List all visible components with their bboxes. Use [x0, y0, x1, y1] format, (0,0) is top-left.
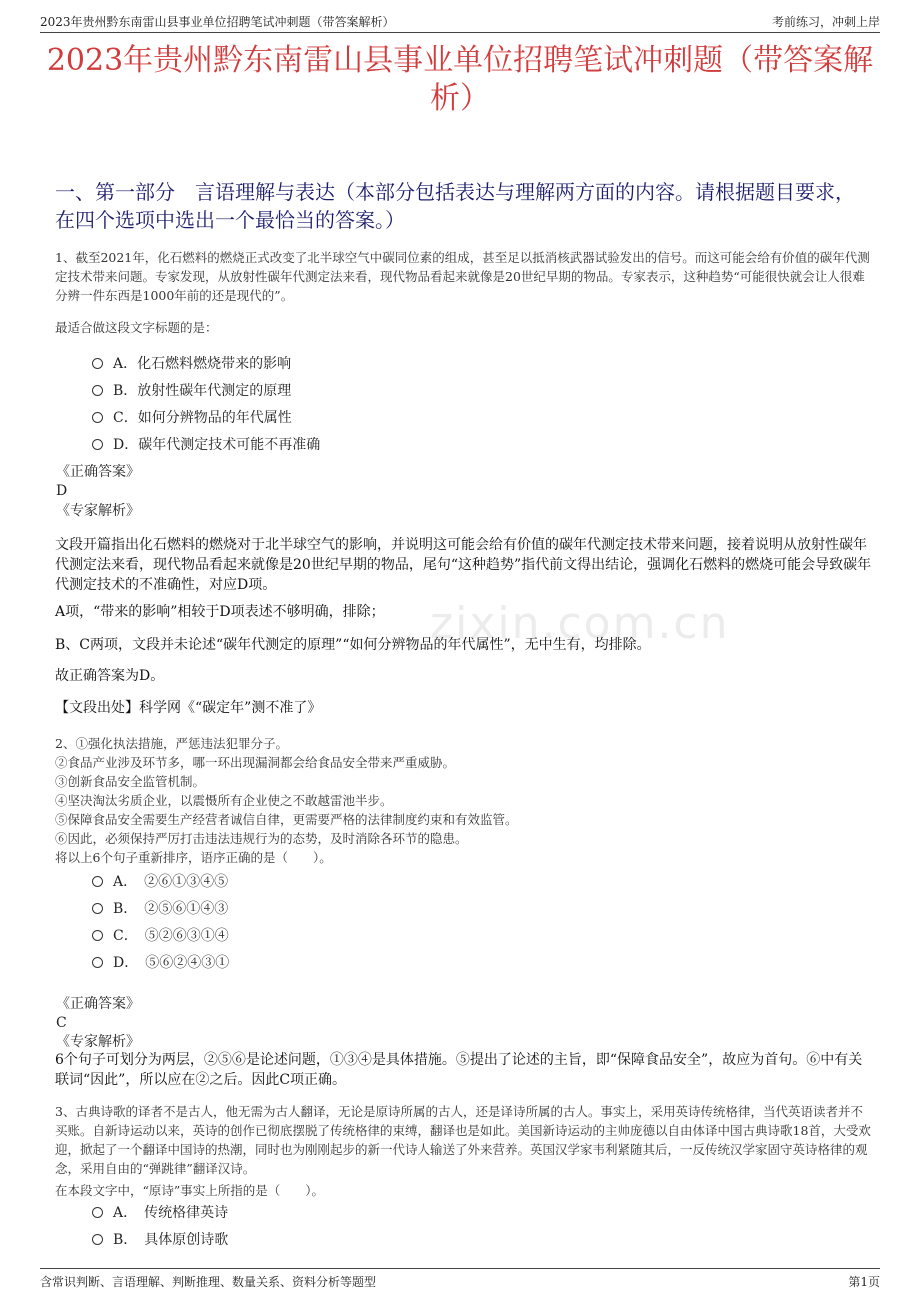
page-header: [40, 10, 880, 33]
q1-option-d[interactable]: [92, 435, 320, 455]
q2-stem-line: ③创新食品安全监管机制。: [55, 774, 206, 789]
q2-answer: C: [56, 1015, 67, 1031]
q2-stem-line: ⑤保障食品安全需要生产经营者诚信自律，更需要严格的法律制度约束和有效监管。: [55, 812, 518, 827]
q2-option-d[interactable]: [92, 953, 229, 973]
q2-ask: 将以上6个句子重新排序，语序正确的是（ ）。: [55, 850, 332, 865]
q1-source: 【文段出处】科学网《“碳定年”测不准了》: [55, 700, 322, 716]
page-number: 第1页: [848, 1275, 880, 1289]
option-label: C． ⑤②⑥③①④: [113, 928, 229, 944]
radio-icon[interactable]: [92, 439, 103, 450]
q1-answer-label: 《正确答案》: [56, 464, 140, 480]
option-label: B． ②⑤⑥①④③: [113, 901, 229, 917]
q1-analysis-label: 《专家解析》: [56, 503, 140, 519]
section-heading: 一、第一部分 言语理解与表达（本部分包括表达与理解两方面的内容。请根据题目要求，在四个选项中选出一个最恰当的答案。）: [55, 180, 855, 232]
radio-icon[interactable]: [92, 358, 103, 369]
page-title: 2023年贵州黔东南雷山县事业单位招聘笔试冲刺题（带答案解析）: [46, 43, 874, 116]
q1-analysis-para: A项，“带来的影响”相较于D项表述不够明确，排除；: [55, 604, 385, 620]
option-label: A． ②⑥①③④⑤: [113, 874, 229, 890]
q1-stem: 1、截至2021年，化石燃料的燃烧正式改变了北半球空气中碳同位素的组成，甚至足以抵消核武器试验发出的信号。而这可能会给有价值的碳年代测定技术带来问题。专家发现，从放射性碳年代测定法来看，现代物品看起来就像是20世纪早期的物品。专家表示，这种趋势“可能很快就会让人很难分辨一件东西是1000年前的还是现代的”。: [55, 250, 870, 303]
option-label: B． 具体原创诗歌: [113, 1232, 229, 1248]
page-footer: [40, 1268, 880, 1291]
q3-option-b[interactable]: [92, 1230, 228, 1250]
q2-stem-line: ②食品产业涉及环节多，哪一环出现漏洞都会给食品安全带来严重威胁。: [55, 755, 456, 770]
q1-answer: D: [56, 483, 68, 499]
radio-icon[interactable]: [92, 903, 103, 914]
radio-icon[interactable]: [92, 1207, 103, 1218]
q2-analysis: 6个句子可划分为两层，②⑤⑥是论述问题，①③④是具体措施。⑤提出了论述的主旨，即“保障食品安全”，故应为首句。⑥中有关联词“因此”，所以应在②之后。因此C项正确。: [55, 1052, 863, 1088]
q2-stem-line: ⑥因此，必须保持严厉打击违法违规行为的态势，及时消除各环节的隐患。: [55, 831, 468, 846]
q3-ask: 在本段文字中，“原诗”事实上所指的是（ ）。: [55, 1183, 325, 1198]
option-label: D．碳年代测定技术可能不再准确: [113, 437, 321, 453]
q2-option-c[interactable]: [92, 926, 229, 946]
option-label: D． ⑤⑥②④③①: [113, 955, 230, 971]
q1-option-b[interactable]: [92, 381, 291, 401]
radio-icon[interactable]: [92, 1234, 103, 1245]
q2-analysis-label: 《专家解析》: [56, 1034, 140, 1050]
footer-left-text: 含常识判断、言语理解、判断推理、数量关系、资料分析等题型: [40, 1275, 377, 1289]
q1-option-a[interactable]: [92, 354, 291, 374]
option-label: C．如何分辨物品的年代属性: [113, 410, 292, 426]
q2-answer-label: 《正确答案》: [56, 996, 140, 1012]
q2-option-b[interactable]: [92, 899, 228, 919]
q3-option-a[interactable]: [92, 1203, 228, 1223]
q2-option-a[interactable]: [92, 872, 228, 892]
radio-icon[interactable]: [92, 957, 103, 968]
q1-analysis-para: 文段开篇指出化石燃料的燃烧对于北半球空气的影响，并说明这可能会给有价值的碳年代测定技术带来问题，接着说明从放射性碳年代测定法来看，现代物品看起来就像是20世纪早期的物品，尾句“这种趋势”指代前文得出结论，强调化石燃料的燃烧可能会导致碳年代测定技术的不准确性，对应D项。: [55, 537, 872, 593]
q2-stem-line: 2、①强化执法措施，严惩违法犯罪分子。: [55, 736, 288, 751]
option-label: B．放射性碳年代测定的原理: [113, 383, 292, 399]
header-right-text: 考前练习，冲刺上岸: [771, 15, 880, 29]
radio-icon[interactable]: [92, 930, 103, 941]
q3-stem: 3、古典诗歌的译者不是古人，他无需为古人翻译，无论是原诗所属的古人，还是译诗所属的古人。事实上，采用英诗传统格律，当代英语读者并不买账。自新诗运动以来，英诗的创作已彻底摆脱了传统格律的束缚，翻译也是如此。美国新诗运动的主帅庞德以自由体译中国古典诗歌18首，大受欢迎，掀起了一个翻译中国诗的热潮，同时也为刚刚起步的新一代诗人输送了外来营养。英国汉学家韦利紧随其后，一反传统汉学家固守英诗格律的观念，采用自由的“弹跳律”翻译汉诗。: [55, 1104, 871, 1176]
q1-analysis-para: 故正确答案为D。: [55, 668, 165, 684]
q1-analysis-para: B、C两项，文段并未论述“碳年代测定的原理”“如何分辨物品的年代属性”，无中生有，均排除。: [55, 637, 651, 653]
q1-option-c[interactable]: [92, 408, 292, 428]
radio-icon[interactable]: [92, 412, 103, 423]
q1-ask: 最适合做这段文字标题的是：: [55, 320, 218, 335]
watermark: zixin.com.cn: [430, 598, 730, 649]
radio-icon[interactable]: [92, 876, 103, 887]
radio-icon[interactable]: [92, 385, 103, 396]
header-left-text: 2023年贵州黔东南雷山县事业单位招聘笔试冲刺题（带答案解析）: [40, 15, 395, 29]
option-label: A．化石燃料燃烧带来的影响: [113, 356, 292, 372]
option-label: A． 传统格律英诗: [113, 1205, 229, 1221]
q2-stem-line: ④坚决淘汰劣质企业，以震慑所有企业使之不敢越雷池半步。: [55, 793, 393, 808]
